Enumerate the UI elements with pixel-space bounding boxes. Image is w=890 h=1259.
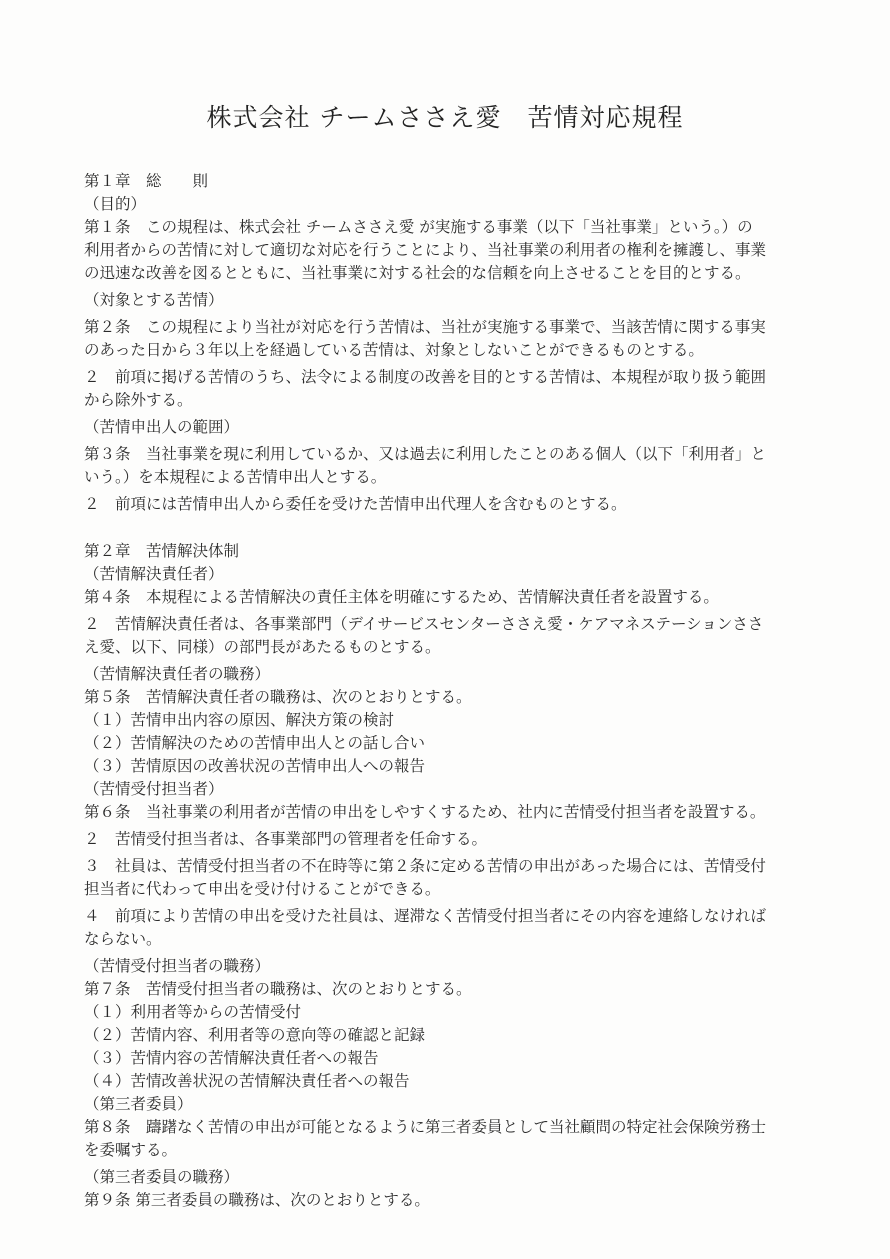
- article-6-p4-line: ならない。: [84, 930, 162, 948]
- article-4-p2-line: え愛、以下、同様）の部門長があたるものとする。: [84, 638, 441, 656]
- article-5: [84, 686, 814, 709]
- article-9-line: 第９条 第三者委員の職務は、次のとおりとする。: [84, 1191, 430, 1209]
- article-6-p4-line: ４ 前項により苦情の申出を受けた社員は、遅滞なく苦情受付担当者にその内容を連絡しなければ: [84, 907, 767, 925]
- chapter-1-heading: 第１章 総 則: [84, 172, 209, 190]
- article-6-paragraph-4: [84, 905, 814, 951]
- article-6-paragraph-2: [84, 828, 814, 851]
- article-2-p2-line: ２ 前項に掲げる苦情のうち、法令による制度の改善を目的とする苦情は、本規程が取り扱う範囲: [84, 368, 767, 386]
- article-3-line: いう。）を本規程による苦情申出人とする。: [84, 468, 387, 486]
- article-3-line: 第３条 当社事業を現に利用しているか、又は過去に利用したことのある個人（以下「利用者」と: [84, 445, 767, 463]
- article-6-p3-line: 担当者に代わって申出を受け付けることができる。: [84, 880, 441, 898]
- article-2-caption: （対象とする苦情）: [84, 291, 224, 309]
- article-2-line: 第２条 この規程により当社が対応を行う苦情は、当社が実施する事業で、当該苦情に関する事実: [84, 318, 766, 336]
- article-8: [84, 1116, 814, 1162]
- article-7-line: 第７条 苦情受付担当者の職務は、次のとおりとする。: [84, 980, 472, 998]
- article-4-paragraph-2: [84, 613, 814, 659]
- article-6-p2-line: ２ 苦情受付担当者は、各事業部門の管理者を任命する。: [84, 830, 488, 848]
- article-6-paragraph-3: [84, 855, 814, 901]
- article-1: [84, 216, 814, 285]
- article-4-line: 第４条 本規程による苦情解決の責任主体を明確にするため、苦情解決責任者を設置する。: [84, 588, 719, 606]
- list-item: （４）苦情改善状況の苦情解決責任者への報告: [84, 1072, 410, 1090]
- document-title: 株式会社 チームささえ愛 苦情対応規程: [206, 103, 684, 132]
- article-9-caption: （第三者委員の職務）: [84, 1168, 240, 1186]
- list-item: （３）苦情原因の改善状況の苦情申出人への報告: [84, 757, 426, 775]
- article-9: [84, 1189, 814, 1212]
- chapter-2-heading: 第２章 苦情解決体制: [84, 542, 240, 560]
- list-item: （３）苦情内容の苦情解決責任者への報告: [84, 1049, 379, 1067]
- article-4: [84, 586, 814, 609]
- article-4-p2-line: ２ 苦情解決責任者は、各事業部門（デイサービスセンターささえ愛・ケアマネステーションささ: [84, 615, 764, 633]
- article-6-caption: （苦情受付担当者）: [84, 780, 224, 798]
- article-8-line: を委嘱する。: [84, 1141, 178, 1159]
- list-item: （１）利用者等からの苦情受付: [84, 1003, 302, 1021]
- article-3-p2-line: ２ 前項には苦情申出人から委任を受けた苦情申出代理人を含むものとする。: [84, 495, 627, 513]
- article-6-line: 第６条 当社事業の利用者が苦情の申出をしやすくするため、社内に苦情受付担当者を設置する。: [84, 803, 766, 821]
- article-2-line: のあった日から３年以上を経過している苦情は、対象としないことができるものとする。: [84, 341, 704, 359]
- article-1-line: の迅速な改善を図るとともに、当社事業に対する社会的な信頼を向上させることを目的とする。: [84, 264, 751, 282]
- article-7: [84, 978, 814, 1001]
- article-3: [84, 443, 814, 489]
- article-3-caption: （苦情申出人の範囲）: [84, 418, 240, 436]
- article-8-caption: （第三者委員）: [84, 1095, 193, 1113]
- article-5-items: [84, 709, 814, 778]
- article-5-line: 第５条 苦情解決責任者の職務は、次のとおりとする。: [84, 688, 472, 706]
- document-body: [84, 170, 814, 1212]
- list-item: （１）苦情申出内容の原因、解決方策の検討: [84, 711, 395, 729]
- article-2-paragraph-2: [84, 366, 814, 412]
- article-2-p2-line: から除外する。: [84, 391, 193, 409]
- article-4-caption: （苦情解決責任者）: [84, 565, 224, 583]
- article-7-items: [84, 1001, 814, 1093]
- article-1-line: 第１条 この規程は、株式会社 チームささえ愛 が実施する事業（以下「当社事業」という。）の: [84, 218, 753, 236]
- list-item: （２）苦情解決のための苦情申出人との話し合い: [84, 734, 426, 752]
- article-2: [84, 316, 814, 362]
- article-1-line: 利用者からの苦情に対して適切な対応を行うことにより、当社事業の利用者の権利を擁護し、事業: [84, 241, 767, 259]
- article-6: [84, 801, 814, 824]
- article-5-caption: （苦情解決責任者の職務）: [84, 665, 271, 683]
- article-6-p3-line: ３ 社員は、苦情受付担当者の不在時等に第２条に定める苦情の申出があった場合には、苦情受付: [84, 857, 766, 875]
- list-item: （２）苦情内容、利用者等の意向等の確認と記録: [84, 1026, 426, 1044]
- article-7-caption: （苦情受付担当者の職務）: [84, 957, 271, 975]
- article-8-line: 第８条 躊躇なく苦情の申出が可能となるように第三者委員として当社顧問の特定社会保険労務士: [84, 1118, 767, 1136]
- article-3-paragraph-2: [84, 493, 814, 516]
- article-1-caption: （目的）: [84, 195, 147, 213]
